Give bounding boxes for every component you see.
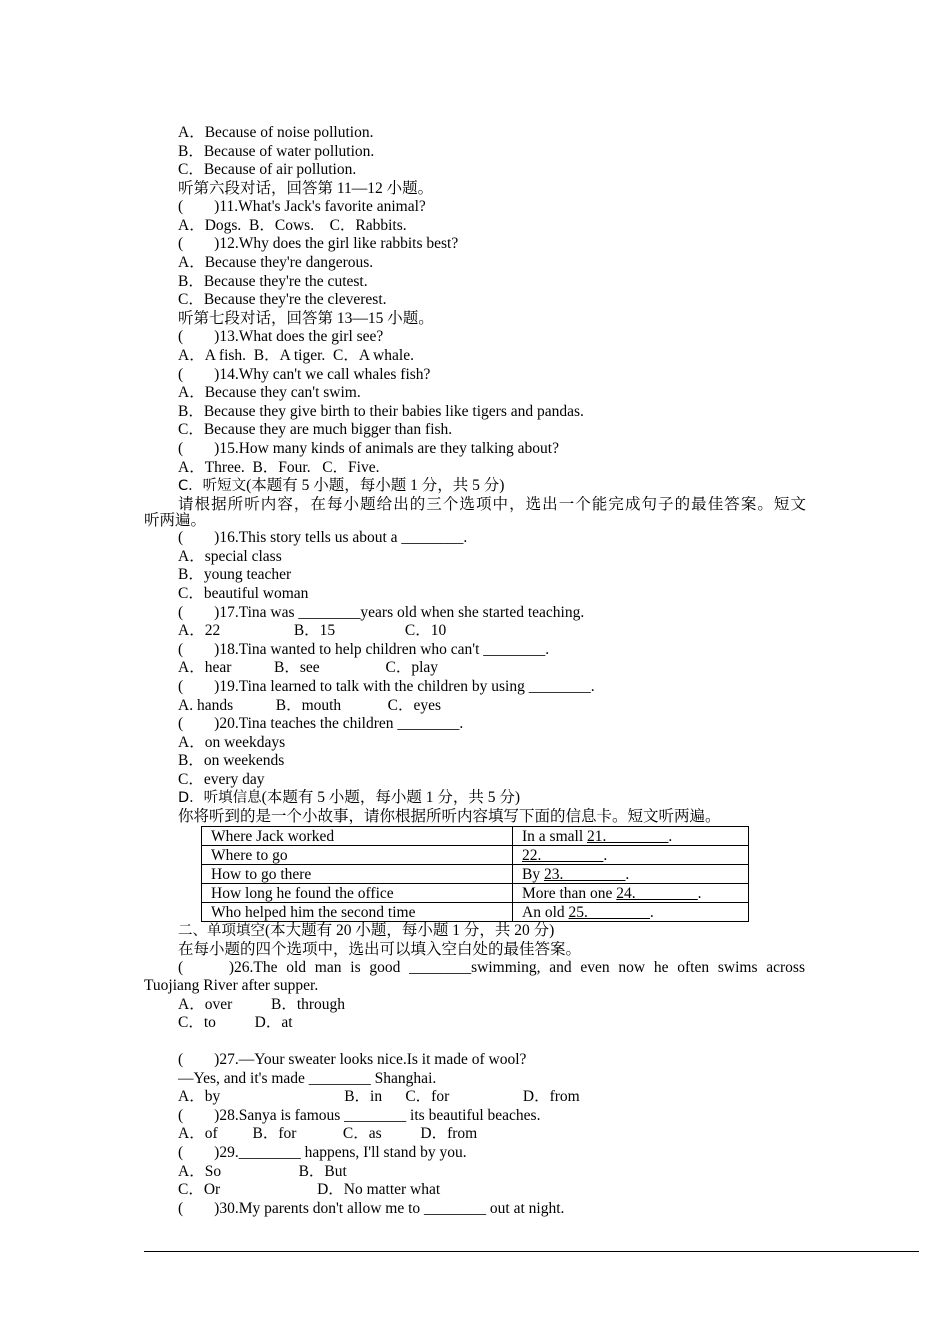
table-row [202, 865, 749, 884]
text-line: A．Because they're dangerous. [178, 254, 374, 271]
text-line: —Yes, and it's made ________ Shanghai. [178, 1070, 437, 1087]
section-c-heading: C．听短文(本题有 5 小题，每小题 1 分，共 5 分) [178, 477, 505, 494]
text-line: ( )28.Sanya is famous ________ its beautiful beaches. [178, 1107, 541, 1124]
text-line: C．Because they're the cleverest. [178, 291, 387, 308]
row-label: How to go there [202, 865, 513, 884]
text-line: A．special class [178, 548, 282, 565]
text-line: A．Three. B．Four. C．Five. [178, 459, 380, 476]
text-line: C．to D．at [178, 1014, 293, 1031]
answer-suffix: . [649, 903, 654, 921]
row-label: Where Jack worked [202, 827, 513, 846]
section-c-instruction: 请根据所听内容，在每小题给出的三个选项中，选出一个能完成句子的最佳答案。短文 [178, 496, 806, 513]
text-line: C．Or D．No matter what [178, 1181, 441, 1198]
section-c-instruction-cont: 听两遍。 [144, 512, 207, 529]
info-card-table [201, 826, 749, 922]
section-2-heading: 二、单项填空(本大题有 20 小题，每小题 1 分，共 20 分) [178, 922, 555, 939]
text-line: ( )11.What's Jack's favorite animal? [178, 198, 426, 215]
answer-blank[interactable]: 22.________ [522, 846, 604, 864]
row-answer [513, 903, 749, 922]
text-line: A．A fish. B．A tiger. C．A whale. [178, 347, 414, 364]
text-line: A．of B．for C．as D．from [178, 1125, 478, 1142]
answer-prefix: By [522, 865, 544, 883]
table-row [202, 884, 749, 903]
text-line: B．young teacher [178, 566, 292, 583]
text-line: ( )18.Tina wanted to help children who can't ________. [178, 641, 550, 658]
row-answer [513, 884, 749, 903]
text-line: A. hands B．mouth C．eyes [178, 697, 442, 714]
answer-blank[interactable]: 24.________ [616, 884, 698, 902]
section-2-instruction: 在每小题的四个选项中，选出可以填入空白处的最佳答案。 [178, 941, 582, 958]
text-line: ( )14.Why can't we call whales fish? [178, 366, 431, 383]
row-label: How long he found the office [202, 884, 513, 903]
row-label: Where to go [202, 846, 513, 865]
answer-blank[interactable]: 23.________ [543, 865, 626, 883]
answer-suffix: . [697, 884, 702, 902]
text-line: C．Because they are much bigger than fish. [178, 421, 453, 438]
text-line: A．Because of noise pollution. [178, 124, 374, 141]
text-line: C．Because of air pollution. [178, 161, 357, 178]
text-line: A．Because they can't swim. [178, 384, 361, 401]
section-d-instruction: 你将听到的是一个小故事，请你根据所听内容填写下面的信息卡。短文听两遍。 [178, 808, 721, 825]
text-line: B．Because they're the cutest. [178, 273, 368, 290]
text-line: ( )29.________ happens, I'll stand by you. [178, 1144, 467, 1161]
text-line: A．22 B．15 C．10 [178, 622, 447, 639]
text-line: ( )20.Tina teaches the children ________. [178, 715, 464, 732]
row-answer [513, 865, 749, 884]
answer-blank[interactable]: 21.________ [587, 827, 669, 845]
text-line: A．Dogs. B．Cows. C．Rabbits. [178, 217, 407, 234]
text-line: ( )15.How many kinds of animals are they talking about? [178, 440, 559, 457]
text-line: 听第六段对话，回答第 11—12 小题。 [178, 180, 434, 197]
text-line: A．on weekdays [178, 734, 286, 751]
text-line: ( )27.—Your sweater looks nice.Is it made of wool? [178, 1051, 527, 1068]
text-line: A．over B．through [178, 996, 346, 1013]
text-line: ( )13.What does the girl see? [178, 328, 384, 345]
row-answer [513, 827, 749, 846]
question-26: ( )26.The old man is good ________swimming, and even now he often swims across [178, 959, 805, 976]
text-line: B．on weekends [178, 752, 285, 769]
text-line: ( )17.Tina was ________years old when she started teaching. [178, 604, 585, 621]
answer-suffix: . [668, 827, 673, 845]
answer-prefix: An old [522, 903, 569, 921]
text-line: B．Because they give birth to their babies like tigers and pandas. [178, 403, 584, 420]
text-line: ( )19.Tina learned to talk with the children by using ________. [178, 678, 595, 695]
answer-suffix: . [603, 846, 608, 864]
answer-prefix: In a small [522, 827, 587, 845]
text-line: C．every day [178, 771, 265, 788]
text-line: 听第七段对话，回答第 13—15 小题。 [178, 310, 434, 327]
text-line: A．hear B．see C．play [178, 659, 439, 676]
table-row [202, 846, 749, 865]
footer-divider [144, 1251, 919, 1252]
text-line: B．Because of water pollution. [178, 143, 375, 160]
text-line: A．by B．in C．for D．from [178, 1088, 580, 1105]
table-row [202, 827, 749, 846]
text-line: A．So B．But [178, 1163, 347, 1180]
row-answer [513, 846, 749, 865]
row-label: Who helped him the second time [202, 903, 513, 922]
table-row [202, 903, 749, 922]
text-line: ( )12.Why does the girl like rabbits best? [178, 235, 459, 252]
answer-blank[interactable]: 25.________ [568, 903, 650, 921]
text-line: C．beautiful woman [178, 585, 309, 602]
question-26-cont: Tuojiang River after supper. [144, 977, 319, 994]
answer-prefix: More than one [522, 884, 617, 902]
answer-suffix: . [625, 865, 630, 883]
text-line: ( )30.My parents don't allow me to ________ out at night. [178, 1200, 565, 1217]
text-line: ( )16.This story tells us about a ________. [178, 529, 468, 546]
section-d-heading: D．听填信息(本题有 5 小题，每小题 1 分，共 5 分) [178, 789, 520, 806]
